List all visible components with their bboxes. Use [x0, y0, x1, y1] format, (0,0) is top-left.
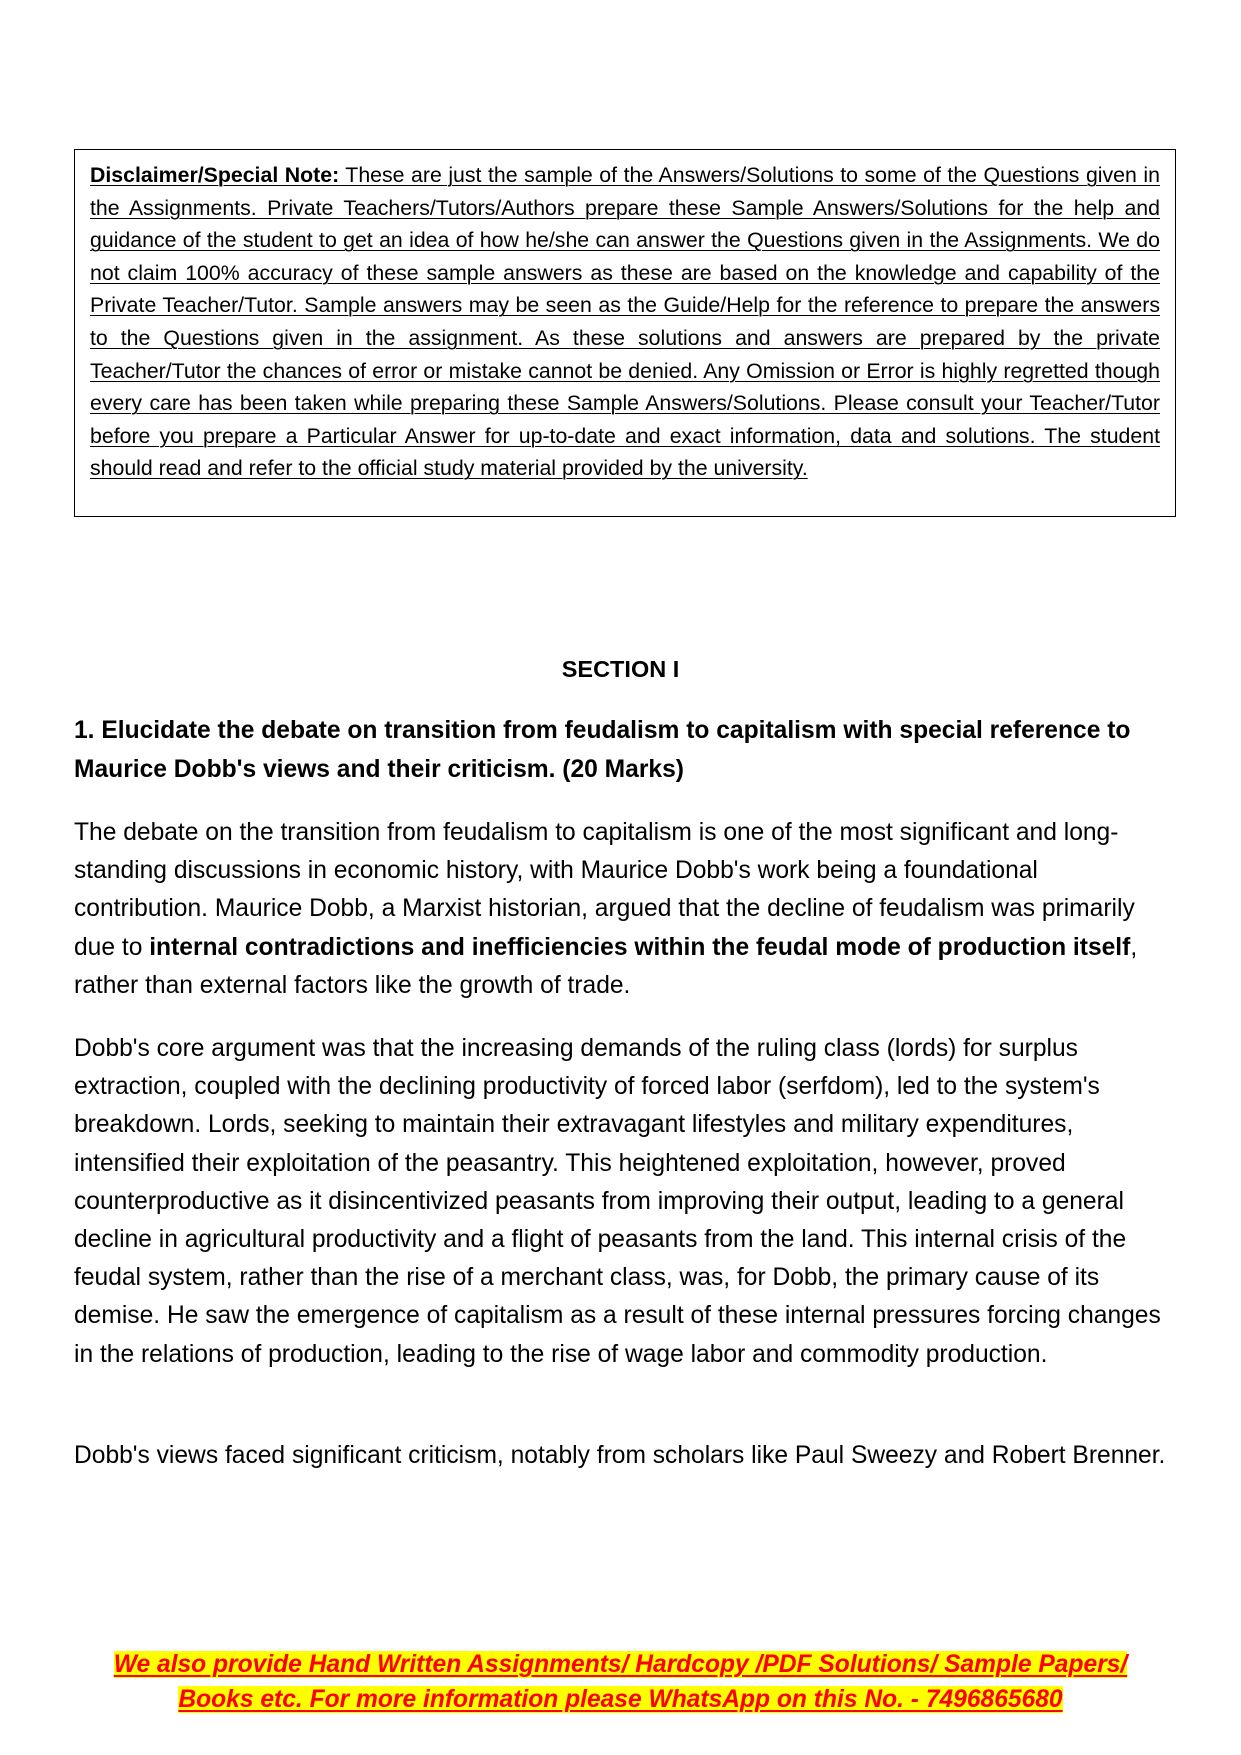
answer-p1-end: , rather than external factors like the growth of trade.: [74, 933, 1138, 999]
answer-paragraph-2: Dobb's core argument was that the increasing demands of the ruling class (lords) for surplus extraction, coupled with the declining productivity of forced labor (serfdom), led to the system's breakdown. Lords, seeking to maintain their extravagant lifestyles and military expenditures, intensified their exploitation of the peasantry. This heightened exploitation, however, proved counterproductive as it disincentivized peasants from improving their output, leading to a general decline in agricultural productivity and a flight of peasants from the land. This internal crisis of the feudal system, rather than the rise of a merchant class, was, for Dobb, the primary cause of its demise. He saw the emergence of capitalism as a result of these internal pressures forcing changes in the relations of production, leading to the rise of wage labor and commodity production.: [74, 1035, 1161, 1368]
disclaimer-box: [74, 149, 1176, 517]
disclaimer-label: Disclaimer/Special Note:: [90, 163, 340, 187]
answer-p1-start: The debate on the transition from feudalism to capitalism is one of the most significant and long-standing discussions in economic history, with Maurice Dobb's work being a foundational contribution. Maurice Dobb, a Marxist historian, argued that the decline of feudalism was primarily due to: [74, 819, 1135, 961]
promo-line-1: We also provide Hand Written Assignments/ Hardcopy /PDF Solutions/ Sample Papers/: [113, 1651, 1128, 1678]
question-text: 1. Elucidate the debate on transition from feudalism to capitalism with special reference to Maurice Dobb's views and their criticism. (20 Marks): [74, 717, 1131, 783]
answer-paragraph-1: [74, 814, 1170, 1005]
promo-footer: [0, 1647, 1241, 1717]
answer-paragraph-3: Dobb's views faced significant criticism, notably from scholars like Paul Sweezy and Robert Brenner.: [74, 1442, 1166, 1469]
disclaimer-body: These are just the sample of the Answers/Solutions to some of the Questions given in the Assignments. Private Teachers/Tutors/Authors prepare these Sample Answers/Solutions for the help and guidance of the student to get an idea of how he/she can answer the Questions given in the Assignments. We do not claim 100% accuracy of these sample answers as these are based on the knowledge and capability of the Private Teacher/Tutor. Sample answers may be seen as the Guide/Help for the reference to prepare the answers to the Questions given in the assignment. As these solutions and answers are prepared by the private Teacher/Tutor the chances of error or mistake cannot be denied. Any Omission or Error is highly regretted though every care has been taken while preparing these Sample Answers/Solutions. Please consult your Teacher/Tutor before you prepare a Particular Answer for up-to-date and exact information, data and solutions. The student should read and refer to the official study material provided by the university.: [90, 163, 1160, 481]
section-heading: SECTION I: [561, 656, 680, 682]
answer-p1-bold: internal contradictions and inefficiencies within the feudal mode of production itself: [149, 933, 1131, 961]
disclaimer-text: [90, 159, 1160, 485]
promo-line-2: Books etc. For more information please WhatsApp on this No. - 7496865680: [178, 1686, 1063, 1713]
